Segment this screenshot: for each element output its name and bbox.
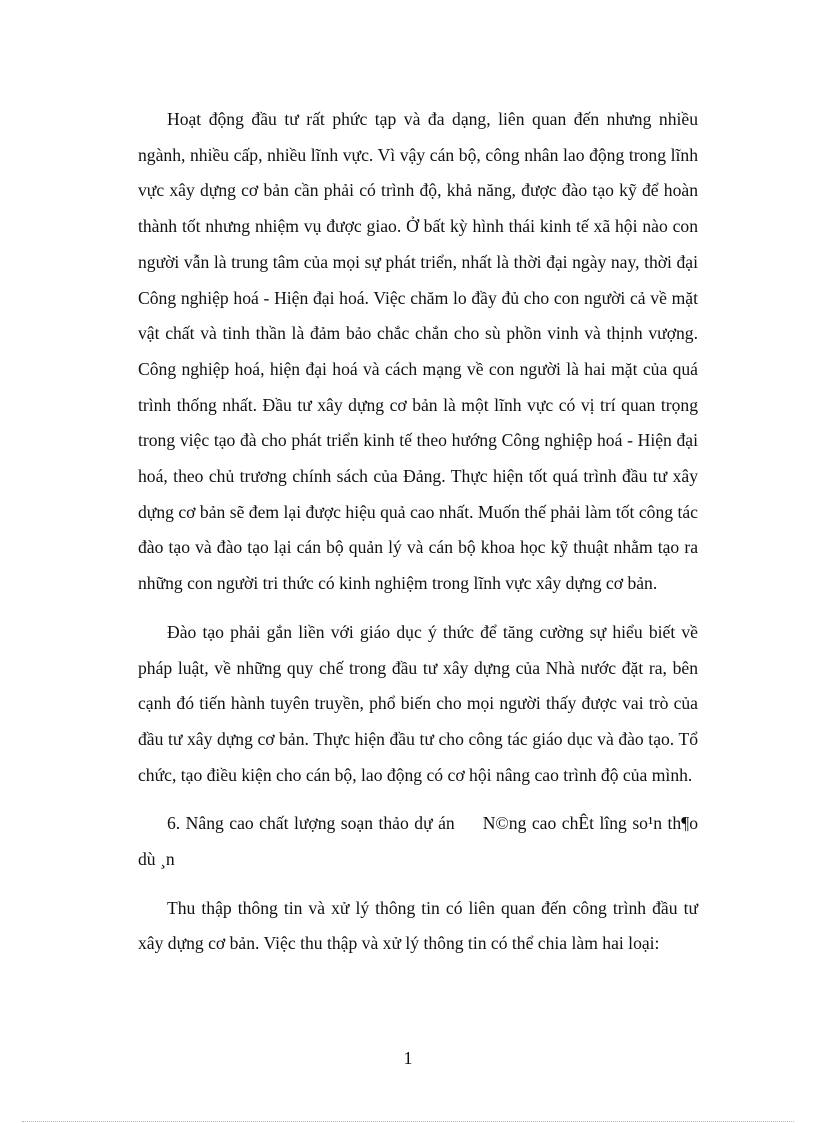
- paragraph-2: Đào tạo phải gắn liền với giáo dục ý thức để tăng cường sự hiểu biết về pháp luật, về những quy chế trong đầu tư xây dựng của Nhà nước đặt ra, bên cạnh đó tiến hành tuyên truyền, phổ biến cho mọi người thấy được vai trò của đầu tư xây dựng cơ bản. Thực hiện đầu tư cho công tác giáo dục và đào tạo. Tổ chức, tạo điều kiện cho cán bộ, lao động có cơ hội nâng cao trình độ của mình.: [138, 621, 698, 785]
- paragraph-3: Thu thập thông tin và xử lý thông tin có liên quan đến công trình đầu tư xây dựng cơ bản. Việc thu thập và xử lý thông tin có thể chia làm hai loại:: [138, 897, 698, 954]
- page-bottom-divider: [22, 1121, 794, 1122]
- page-number: 1: [403, 1048, 413, 1068]
- heading-garbled-text: N©ng cao chÊt lîng so¹n th¶o dù ¸n: [138, 813, 698, 870]
- paragraph-1: Hoạt động đầu tư rất phức tạp và đa dạng, liên quan đến nhưng nhiều ngành, nhiều cấp, nhiều lĩnh vực. Vì vậy cán bộ, công nhân lao động trong lĩnh vực xây dựng cơ bản cần phải có trình độ, khả năng, được đào tạo kỹ để hoàn thành tốt nhưng nhiệm vụ được giao. Ở bất kỳ hình thái kinh tế xã hội nào con người vẫn là trung tâm của mọi sự phát triển, nhất là thời đại ngày nay, thời đại Công nghiệp hoá - Hiện đại hoá. Việc chăm lo đầy đủ cho con người cả về mặt vật chất và tinh thần là đảm bảo chắc chắn cho sù phồn vinh và thịnh vượng. Công nghiệp hoá, hiện đại hoá và cách mạng về con người là hai mặt của quá trình thống nhất. Đầu tư xây dựng cơ bản là một lĩnh vực có vị trí quan trọng trong việc tạo đà cho phát triển kinh tế theo hướng Công nghiệp hoá - Hiện đại hoá, theo chủ trương chính sách của Đảng. Thực hiện tốt quá trình đầu tư xây dựng cơ bản sẽ đem lại được hiệu quả cao nhất. Muốn thế phải làm tốt công tác đào tạo và đào tạo lại cán bộ quản lý và cán bộ khoa học kỹ thuật nhằm tạo ra những con người tri thức có kinh nghiệm trong lĩnh vực xây dựng cơ bản.: [138, 109, 698, 594]
- body-text: [138, 102, 698, 975]
- section-heading: [138, 806, 698, 877]
- heading-text: 6. Nâng cao chất lượng soạn thảo dự án: [167, 813, 455, 834]
